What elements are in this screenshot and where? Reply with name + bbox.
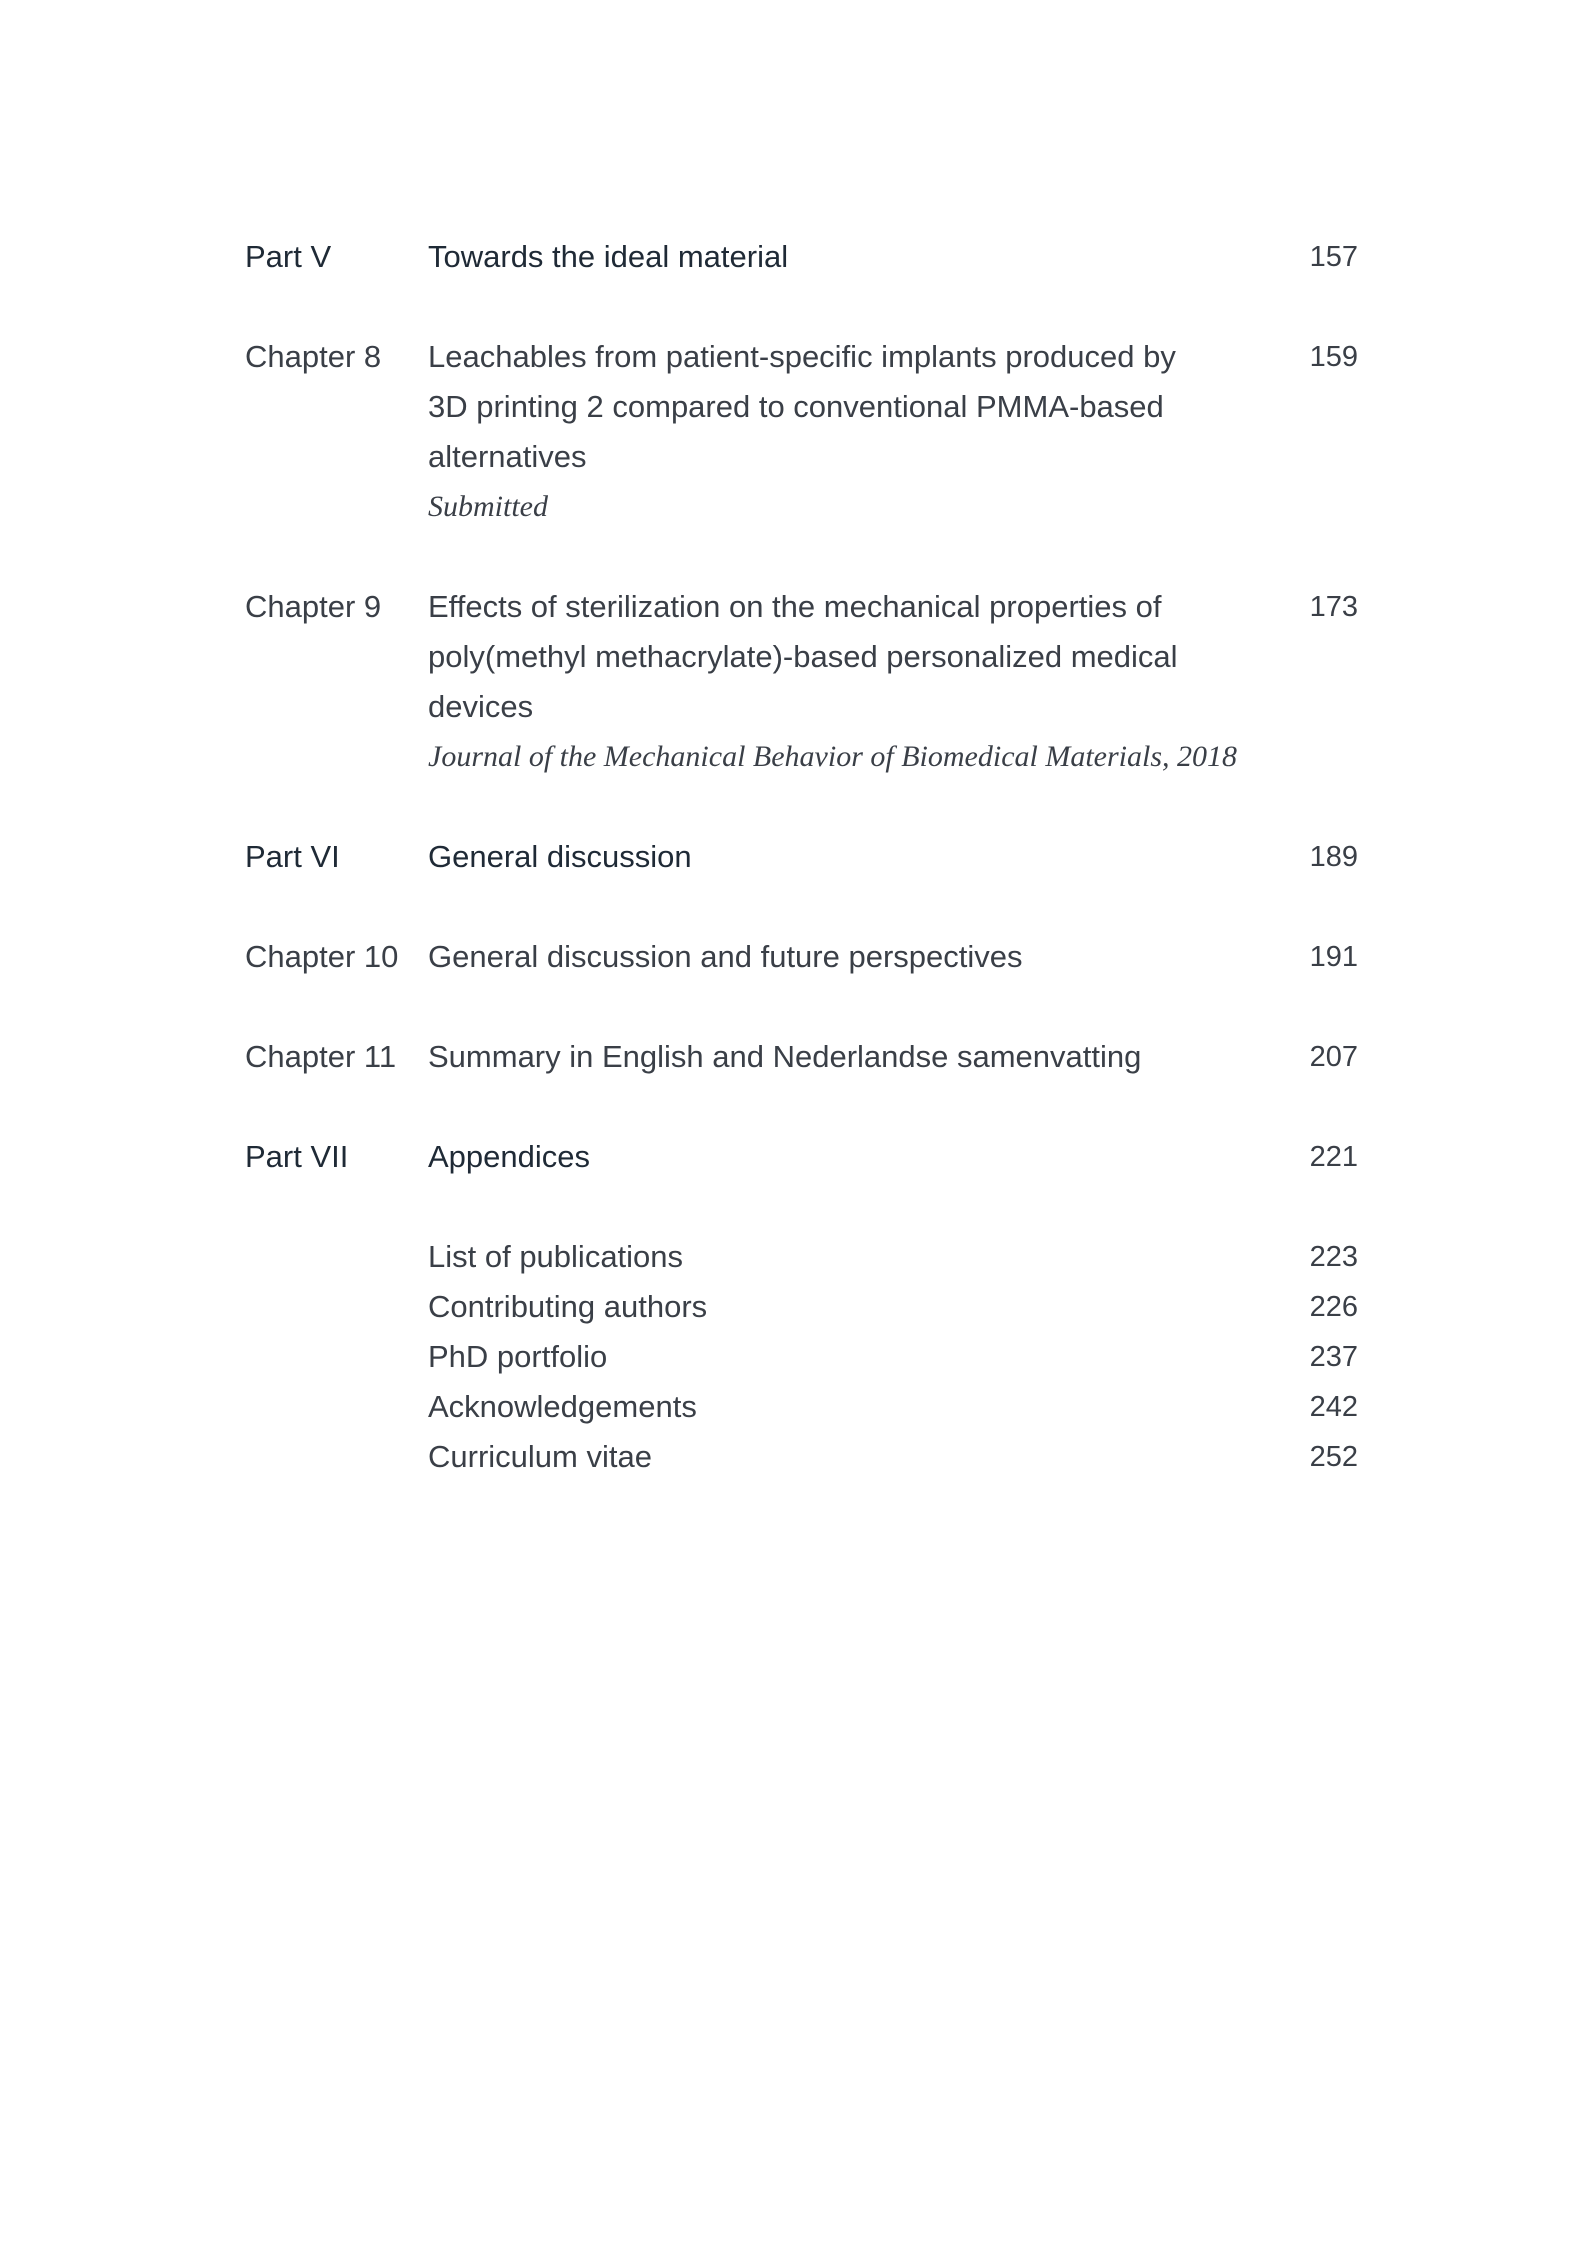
part-label: Part VI <box>245 839 340 874</box>
chapter-label: Chapter 10 <box>245 939 399 974</box>
publication-status: Submitted <box>428 490 548 523</box>
page-number: 237 <box>1309 1341 1358 1373</box>
chapter-label: Chapter 9 <box>245 589 382 624</box>
page-number: 189 <box>1309 841 1358 873</box>
page-number: 226 <box>1309 1291 1358 1323</box>
chapter-title-line: Leachables from patient-specific implants produced by <box>428 339 1176 374</box>
chapter-title-line: 3D printing 2 compared to conventional PMMA-based <box>428 389 1164 424</box>
page-number: 207 <box>1309 1041 1358 1073</box>
appendix-title: PhD portfolio <box>428 1339 608 1374</box>
page-number: 242 <box>1309 1391 1358 1423</box>
appendix-title: Curriculum vitae <box>428 1439 652 1474</box>
appendix-title: Contributing authors <box>428 1289 708 1324</box>
page-number: 191 <box>1309 941 1358 973</box>
chapter-title-line: alternatives <box>428 439 587 474</box>
chapter-title-line: devices <box>428 689 534 724</box>
page-number: 221 <box>1309 1141 1358 1173</box>
appendix-title: List of publications <box>428 1239 684 1274</box>
chapter-title-line: poly(methyl methacrylate)-based personalized medical <box>428 639 1178 674</box>
part-label: Part V <box>245 239 332 274</box>
chapter-title: Summary in English and Nederlandse samenvatting <box>428 1039 1142 1074</box>
part-title: General discussion <box>428 839 692 874</box>
journal-reference: Journal of the Mechanical Behavior of Biomedical Materials, 2018 <box>428 740 1238 773</box>
page-number: 223 <box>1309 1241 1358 1273</box>
page-number: 252 <box>1309 1441 1358 1473</box>
appendix-title: Acknowledgements <box>428 1389 697 1424</box>
chapter-title-line: Effects of sterilization on the mechanical properties of <box>428 589 1162 624</box>
chapter-title <box>428 582 1238 782</box>
part-title: Appendices <box>428 1139 591 1174</box>
chapter-label: Chapter 8 <box>245 339 382 374</box>
part-label: Part VII <box>245 1139 349 1174</box>
page-number: 159 <box>1309 341 1358 373</box>
page-number: 157 <box>1309 241 1358 273</box>
chapter-label: Chapter 11 <box>245 1039 397 1074</box>
chapter-title: General discussion and future perspectives <box>428 939 1023 974</box>
part-title: Towards the ideal material <box>428 239 789 274</box>
page-number: 173 <box>1309 591 1358 623</box>
chapter-title <box>428 332 1228 532</box>
